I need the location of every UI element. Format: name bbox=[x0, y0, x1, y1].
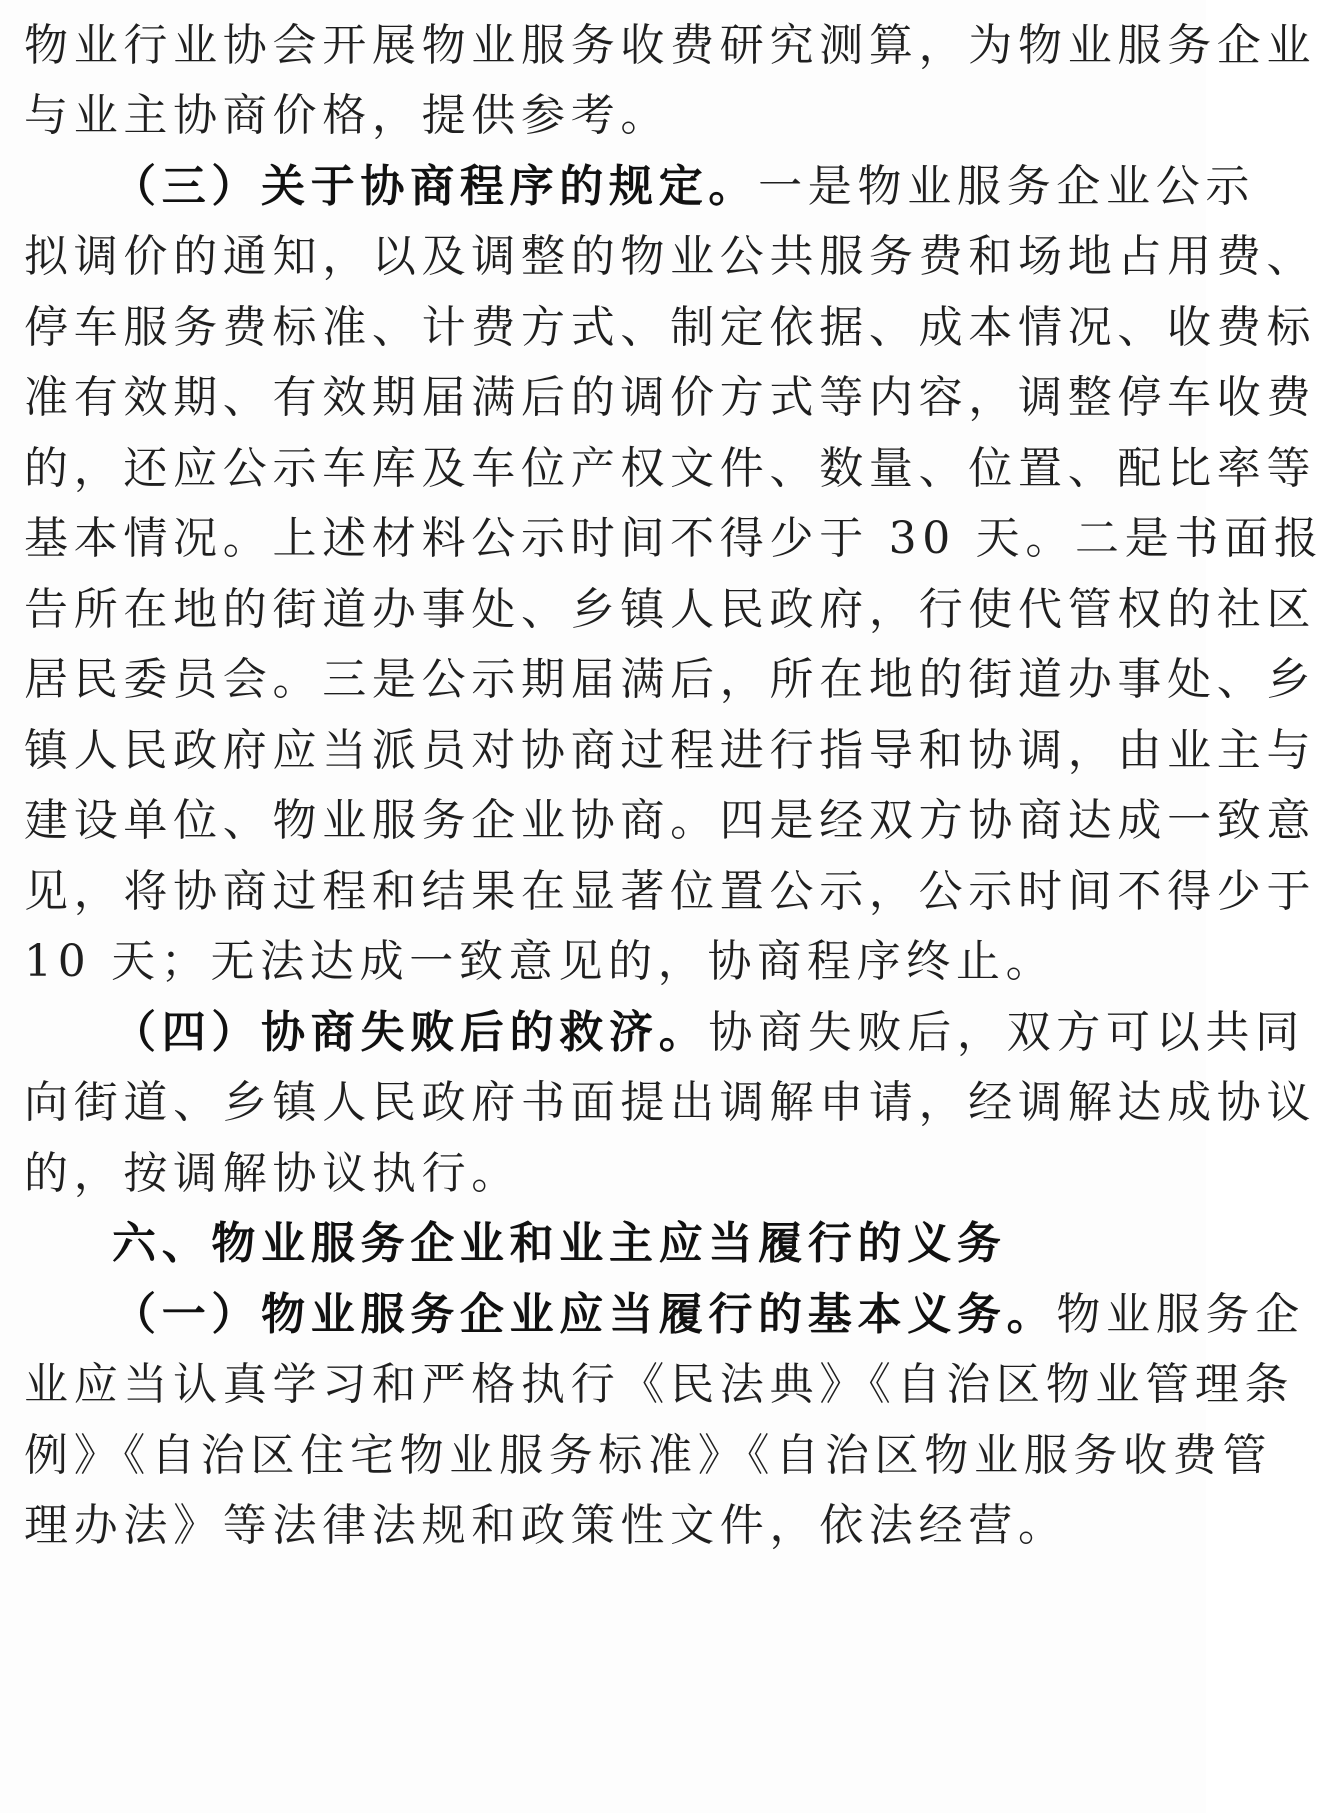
body-text: 的，按调解协议执行。 bbox=[24, 1148, 521, 1199]
body-text: 告所在地的街道办事处、乡镇人民政府，行使代管权的社区 bbox=[24, 584, 1317, 635]
text-line bbox=[112, 155, 1256, 219]
body-text: 向街道、乡镇人民政府书面提出调解申请，经调解达成协议 bbox=[24, 1077, 1317, 1128]
text-line bbox=[24, 1142, 1182, 1206]
body-text: 见，将协商过程和结果在显著位置公示，公示时间不得少于 bbox=[24, 866, 1317, 917]
body-text: 协商失败后，双方可以共同 bbox=[708, 1007, 1305, 1058]
text-line bbox=[24, 930, 1182, 994]
bold-heading-text: （三）关于协商程序的规定。 bbox=[112, 161, 759, 212]
body-text: 物业行业协会开展物业服务收费研究测算，为物业服务企业 bbox=[24, 20, 1317, 71]
text-line bbox=[24, 1353, 1295, 1417]
text-line bbox=[112, 1001, 1305, 1065]
body-text: 镇人民政府应当派员对协商过程进行指导和协调，由业主与 bbox=[24, 725, 1317, 776]
body-text: 居民委员会。三是公示期届满后，所在地的街道办事处、乡 bbox=[24, 654, 1317, 705]
body-text: 基本情况。上述材料公示时间不得少于 30 天。二是书面报 bbox=[24, 513, 1324, 564]
text-line bbox=[24, 860, 1317, 924]
body-text: 业应当认真学习和严格执行《民法典》《自治区物业管理条 bbox=[24, 1359, 1295, 1410]
bold-heading-text: （四）协商失败后的救济。 bbox=[112, 1007, 709, 1058]
body-text: 建设单位、物业服务企业协商。四是经双方协商达成一致意 bbox=[24, 795, 1317, 846]
body-text: 准有效期、有效期届满后的调价方式等内容，调整停车收费 bbox=[24, 372, 1317, 423]
text-line bbox=[24, 1424, 1273, 1488]
text-line bbox=[24, 437, 1317, 501]
body-text: 物业服务企 bbox=[1056, 1289, 1305, 1340]
text-line bbox=[24, 719, 1317, 783]
body-text: 拟调价的通知，以及调整的物业公共服务费和场地占用费、 bbox=[24, 231, 1317, 282]
body-text: 与业主协商价格，提供参考。 bbox=[24, 90, 671, 141]
section-heading bbox=[112, 1212, 1182, 1276]
body-text: 的，还应公示车库及车位产权文件、数量、位置、配比率等 bbox=[24, 443, 1317, 494]
text-line bbox=[24, 225, 1317, 289]
text-line bbox=[24, 366, 1317, 430]
text-line bbox=[24, 507, 1324, 571]
text-line bbox=[24, 14, 1317, 78]
body-text: 停车服务费标准、计费方式、制定依据、成本情况、收费标 bbox=[24, 302, 1317, 353]
bold-heading-text: 六、物业服务企业和业主应当履行的义务 bbox=[112, 1218, 1007, 1269]
text-line bbox=[24, 648, 1317, 712]
text-line bbox=[24, 1071, 1317, 1135]
text-line bbox=[24, 578, 1317, 642]
text-line bbox=[24, 296, 1317, 360]
body-text: 一是物业服务企业公示 bbox=[758, 161, 1256, 212]
text-line bbox=[24, 84, 1182, 148]
bold-heading-text: （一）物业服务企业应当履行的基本义务。 bbox=[112, 1289, 1057, 1340]
body-text: 理办法》等法律法规和政策性文件，依法经营。 bbox=[24, 1500, 1068, 1551]
text-line bbox=[24, 789, 1317, 853]
body-text: 10 天；无法达成一致意见的，协商程序终止。 bbox=[24, 936, 1056, 987]
text-line bbox=[112, 1283, 1305, 1347]
text-line bbox=[24, 1494, 1182, 1558]
body-text: 例》《自治区住宅物业服务标准》《自治区物业服务收费管 bbox=[24, 1430, 1273, 1481]
